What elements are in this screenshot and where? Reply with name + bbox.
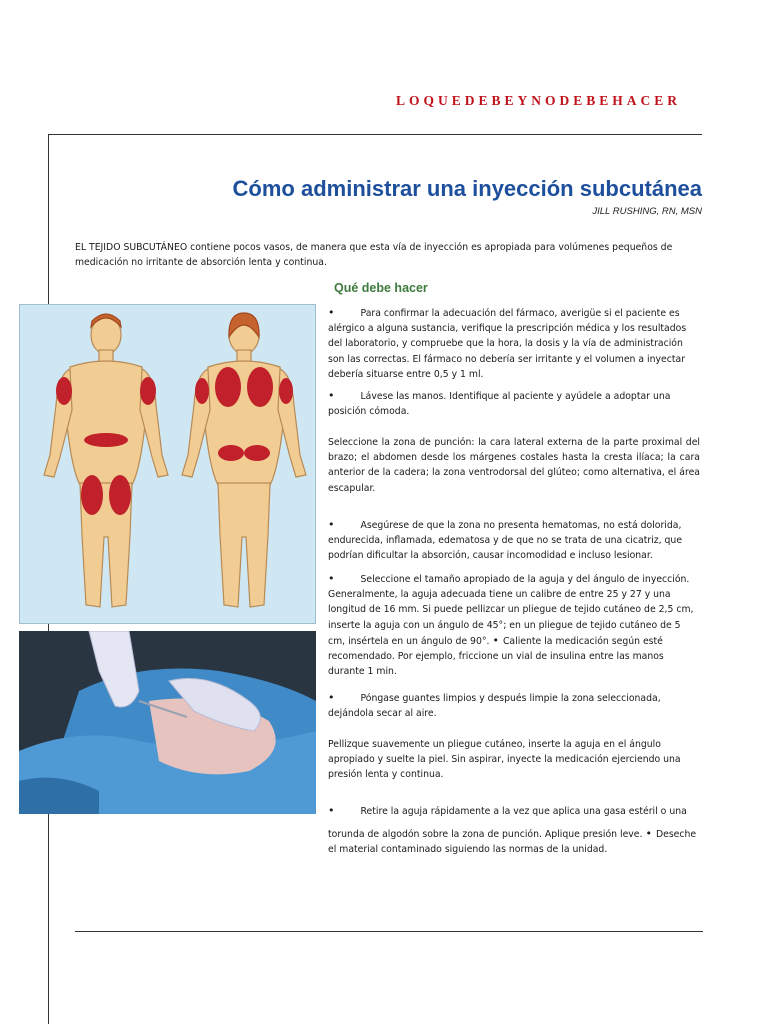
step-needle-size xyxy=(328,571,700,679)
bullet: • xyxy=(328,572,335,585)
article-author: JILL RUSHING, RN, MSN xyxy=(592,206,702,217)
bottom-rule xyxy=(75,931,703,932)
injection-photo xyxy=(19,631,316,814)
front-body-figure xyxy=(44,314,168,607)
step-withdraw-needle xyxy=(328,803,700,819)
section-label: LOQUEDEBEYNODEBEHACER xyxy=(396,93,682,108)
step-text: torunda de algodón sobre la zona de punción. Aplique presión leve. xyxy=(328,829,643,840)
bullet: • xyxy=(328,691,335,704)
article-intro: EL TEJIDO SUBCUTÁNEO contiene pocos vasos, de manera que esta vía de inyección es apropiada para volúmenes pequeños de medicación no irritante de absorción lenta y continua. xyxy=(75,242,673,268)
step-text: Póngase guantes limpios y después limpie la zona seleccionada, dejándola secar al aire. xyxy=(328,693,661,720)
step-text: Lávese las manos. Identifique al paciente y ayúdele a adoptar una posición cómoda. xyxy=(328,391,671,418)
step-apply-pressure xyxy=(328,826,700,857)
step-text: Deseche el material contaminado siguiendo las normas de la unidad. xyxy=(328,829,697,856)
injection-sites-diagram xyxy=(19,304,316,624)
bullet: • xyxy=(328,518,335,531)
step-confirm-drug xyxy=(328,305,700,382)
top-rule xyxy=(48,134,702,135)
bullet: • xyxy=(645,827,652,840)
step-text: Asegúrese de que la zona no presenta hematomas, no está dolorida, endurecida, inflamada, edematosa y de que no se trata de una cicatriz, que podrían dificultar la absorción, causar incomodidad e incluso lesionar. xyxy=(328,520,683,562)
bullet: • xyxy=(492,633,499,647)
step-text: Caliente la medicación según esté recomendado. Por ejemplo, friccione un vial de insulina entre las manos durante 1 min. xyxy=(328,635,664,678)
bullet: • xyxy=(328,389,335,402)
step-text: Para confirmar la adecuación del fármaco, averigüe si el paciente es alérgico a alguna sustancia, verifique la prescripción médica y los resultados del laboratorio, y compruebe que la hora, la dosis y la vía de administración son las correctas. El fármaco no debería ser irritante y el volumen a inyectar debería situarse entre 0,5 y 1 ml. xyxy=(328,308,687,380)
step-check-area xyxy=(328,517,700,564)
subheading: Qué debe hacer xyxy=(334,281,428,295)
step-text: Seleccione el tamaño apropiado de la aguja y del ángulo de inyección. Generalmente, la aguja adecuada tiene un calibre de entre 25 y 27 y una longitud de 16 mm. Si puede pellizcar un pliegue de tejido cutáneo de 2,5 cm, inserte la aguja con un ángulo de 45°; en un pliegue de tejido cutáneo de 5 cm, insértela en un ángulo de 90°. xyxy=(328,574,694,647)
bullet: • xyxy=(328,306,335,319)
body-figures-illustration xyxy=(20,305,315,623)
step-pinch-inject: Pellizque suavemente un pliegue cutáneo, inserte la aguja en el ángulo apropiado y suelte la piel. Sin aspirar, inyecte la medicación ejerciendo una presión lenta y continua. xyxy=(328,739,681,781)
injection-photo-illustration xyxy=(19,631,316,814)
step-select-site: Seleccione la zona de punción: la cara lateral externa de la parte proximal del brazo; el abdomen desde los márgenes costales hasta la cresta ilíaca; la cara anterior de la cadera; la zona ventrodorsal del glúteo; como alternativa, el área escapular. xyxy=(328,437,700,494)
bullet: • xyxy=(328,804,335,817)
back-body-figure xyxy=(182,313,306,607)
step-wash-hands xyxy=(328,388,700,419)
step-gloves xyxy=(328,690,700,721)
article-title: Cómo administrar una inyección subcutánea xyxy=(232,176,702,201)
step-text: Retire la aguja rápidamente a la vez que aplica una gasa estéril o una xyxy=(360,806,687,817)
